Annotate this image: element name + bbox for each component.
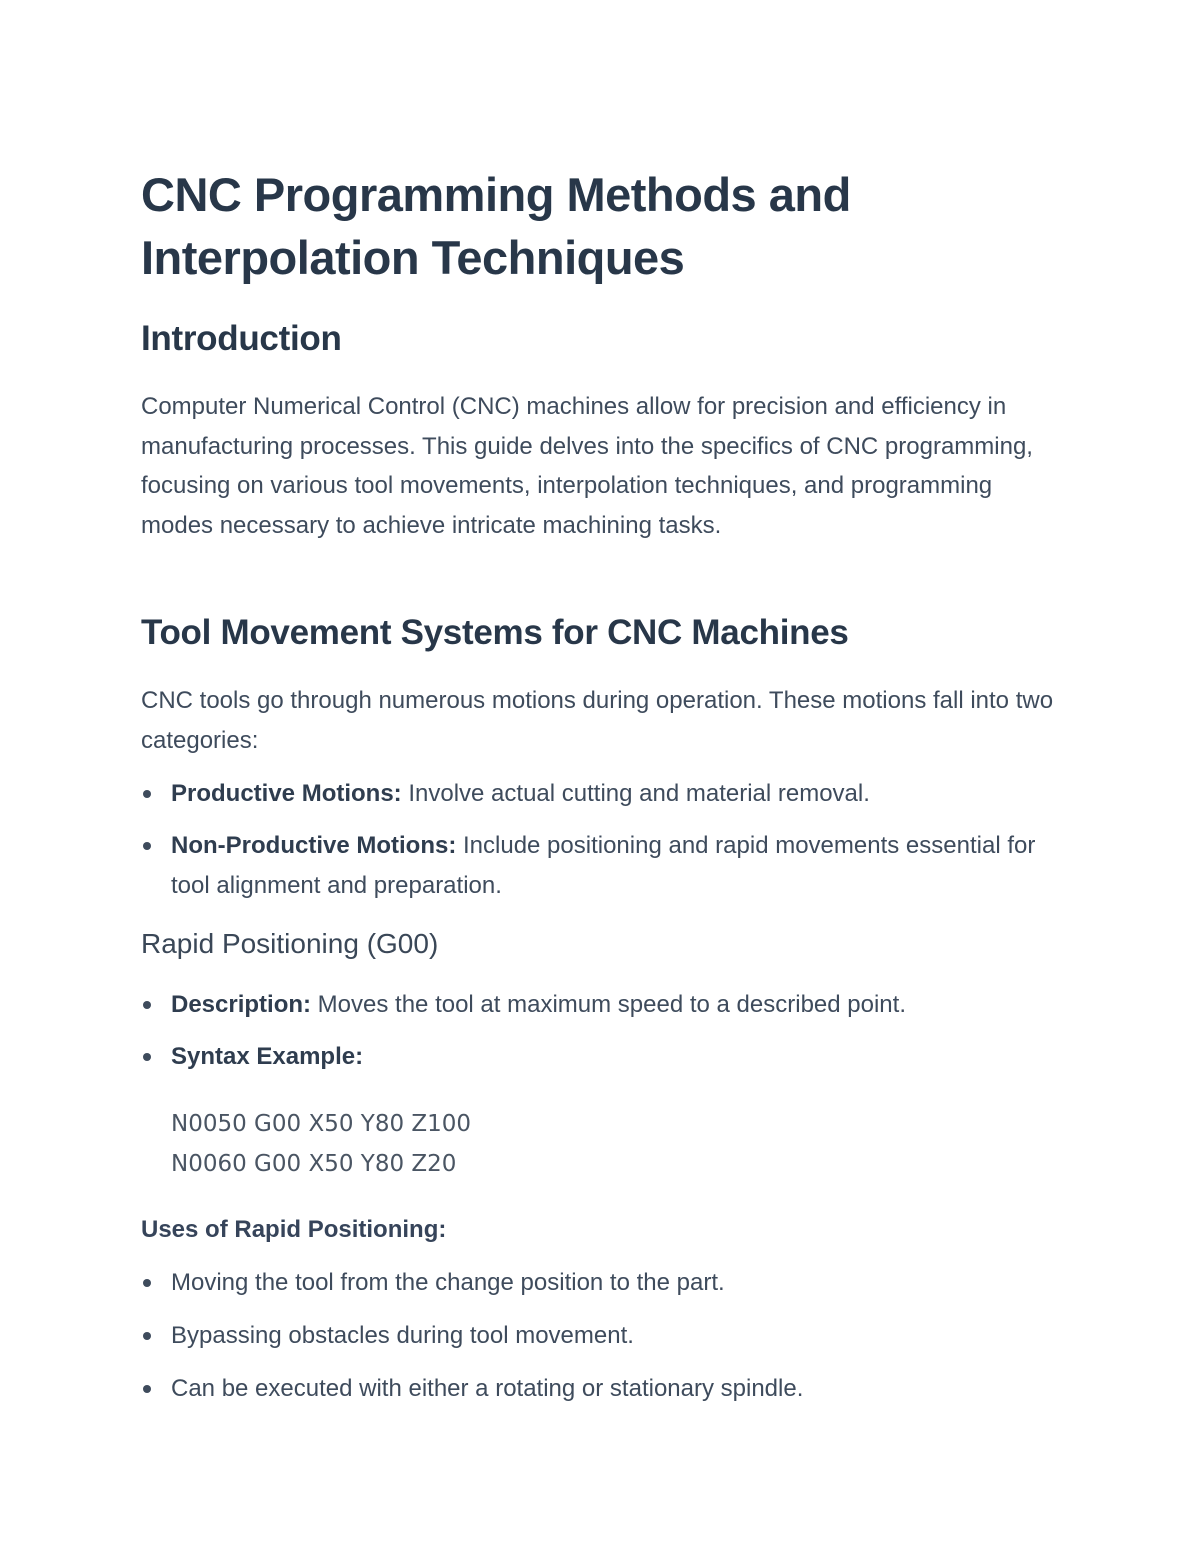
introduction-heading: Introduction xyxy=(141,319,342,358)
list-item-text: Moving the tool from the change position to the part. xyxy=(171,1269,725,1296)
document-title: CNC Programming Methods and Interpolation Techniques xyxy=(141,168,851,284)
bullet-icon xyxy=(143,1279,151,1287)
code-line: N0060 G00 X50 Y80 Z20 xyxy=(171,1151,457,1177)
list-item xyxy=(141,985,1056,1025)
list-item xyxy=(141,1316,1056,1356)
list-item xyxy=(141,1369,1056,1409)
list-item-label: Non-Productive Motions: xyxy=(171,832,457,859)
rapid-positioning-heading: Rapid Positioning (G00) xyxy=(141,928,439,959)
bullet-icon xyxy=(143,790,151,798)
list-item-text: Include positioning and rapid movements essential for tool alignment and preparation. xyxy=(171,832,1036,899)
list-item-text: Moves the tool at maximum speed to a described point. xyxy=(311,991,906,1018)
list-item-text: Can be executed with either a rotating or stationary spindle. xyxy=(171,1375,804,1402)
introduction-paragraph: Computer Numerical Control (CNC) machines allow for precision and efficiency in manufacturing processes. This guide delves into the specifics of CNC programming, focusing on various tool movements, interpolation techniques, and programming modes necessary to achieve intricate machining tasks. xyxy=(141,393,1033,539)
list-item xyxy=(141,1263,1056,1303)
bullet-icon xyxy=(143,1001,151,1009)
list-item-text: Bypassing obstacles during tool movement. xyxy=(171,1322,634,1349)
bullet-icon xyxy=(143,1053,151,1061)
bullet-icon xyxy=(143,1332,151,1340)
list-item-label: Description: xyxy=(171,991,312,1018)
list-item xyxy=(141,1037,1056,1077)
code-line: N0050 G00 X50 Y80 Z100 xyxy=(171,1111,472,1137)
list-item xyxy=(141,826,1056,905)
tool-movement-heading: Tool Movement Systems for CNC Machines xyxy=(141,613,849,652)
list-item-text: Involve actual cutting and material removal. xyxy=(401,780,870,807)
tool-movement-paragraph: CNC tools go through numerous motions during operation. These motions fall into two categories: xyxy=(141,687,1054,754)
uses-label: Uses of Rapid Positioning: xyxy=(141,1216,447,1243)
bullet-icon xyxy=(143,1385,151,1393)
list-item-label: Syntax Example: xyxy=(171,1043,364,1070)
bullet-icon xyxy=(143,842,151,850)
list-item xyxy=(141,774,1056,814)
list-item-label: Productive Motions: xyxy=(171,780,402,807)
